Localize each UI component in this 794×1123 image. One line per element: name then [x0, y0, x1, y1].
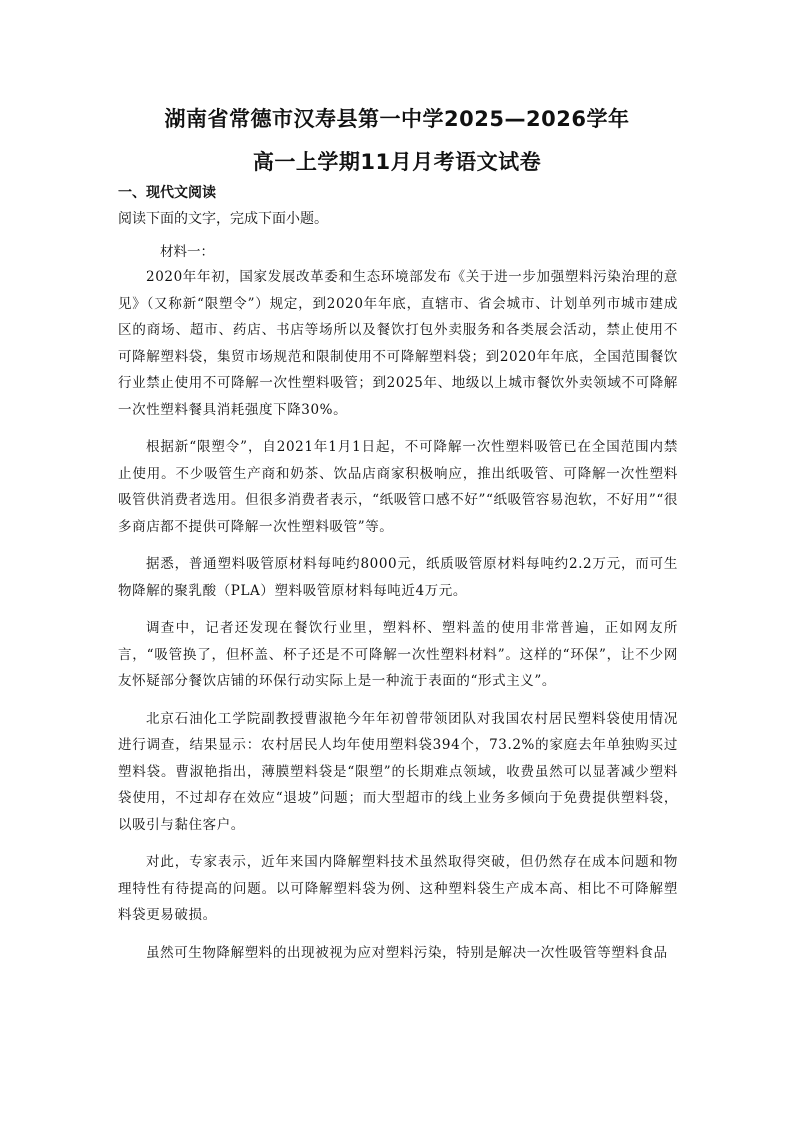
exam-title-line1: 湖南省常德市汉寿县第一中学2025—2026学年 [164, 107, 630, 131]
exam-title-line2: 高一上学期11月月考语文试卷 [252, 150, 542, 174]
passage-paragraph: 根据新“限塑令”，自2021年1月1日起，不可降解一次性塑料吸管已在全国范围内禁止使用。不少吸管生产商和奶茶、饮品店商家积极响应，推出纸吸管、可降解一次性塑料吸管供消费者选用。但很多消费者表示，“纸吸管口感不好”“纸吸管容易泡软，不好用”“很多商店都不提供可降解一次性塑料吸管”等。 [118, 439, 678, 535]
reading-instruction: 阅读下面的文字，完成下面小题。 [118, 211, 328, 227]
passage-paragraph: 据悉，普通塑料吸管原材料每吨约8000元，纸质吸管原材料每吨约2.2万元，而可生物降解的聚乳酸（PLA）塑料吸管原材料每吨近4万元。 [118, 556, 678, 599]
passage-paragraph: 对此，专家表示，近年来国内降解塑料技术虽然取得突破，但仍然存在成本问题和物理特性有待提高的问题。以可降解塑料袋为例、这种塑料袋生产成本高、相比不可降解塑料袋更易破损。 [118, 854, 678, 923]
material-label: 材料一： [160, 244, 214, 260]
passage-body [118, 264, 678, 977]
section-heading: 一、现代文阅读 [118, 185, 216, 201]
passage-paragraph: 虽然可生物降解塑料的出现被视为应对塑料污染，特别是解决一次性吸管等塑料食品 [146, 944, 668, 961]
passage-paragraph: 北京石油化工学院副教授曹淑艳今年年初曾带领团队对我国农村居民塑料袋使用情况进行调查，结果显示：农村居民人均年使用塑料袋394个，73.2%的家庭去年单独购买过塑料袋。曹淑艳指出，薄膜塑料袋是“限塑”的长期难点领域，收费虽然可以显著减少塑料袋使用，不过却存在效应“退坡”问题；而大型超市的线上业务多倾向于免费提供塑料袋，以吸引与黏住客户。 [118, 710, 678, 833]
passage-paragraph: 调查中，记者还发现在餐饮行业里，塑料杯、塑料盖的使用非常普遍，正如网友所言，“吸管换了，但杯盖、杯子还是不可降解一次性塑料材料”。这样的“环保”，让不少网友怀疑部分餐饮店铺的环保行动实际上是一种流于表面的“形式主义”。 [118, 620, 678, 689]
passage-paragraph: 2020年年初，国家发展改革委和生态环境部发布《关于进一步加强塑料污染治理的意见》（又称新“限塑令”）规定，到2020年年底，直辖市、省会城市、计划单列市城市建成区的商场、超市、药店、书店等场所以及餐饮打包外卖服务和各类展会活动，禁止使用不可降解塑料袋，集贸市场规范和限制使用不可降解塑料袋；到2020年年底，全国范围餐饮行业禁止使用不可降解一次性塑料吸管；到2025年、地级以上城市餐饮外卖领域不可降解一次性塑料餐具消耗强度下降30%。 [118, 269, 678, 418]
